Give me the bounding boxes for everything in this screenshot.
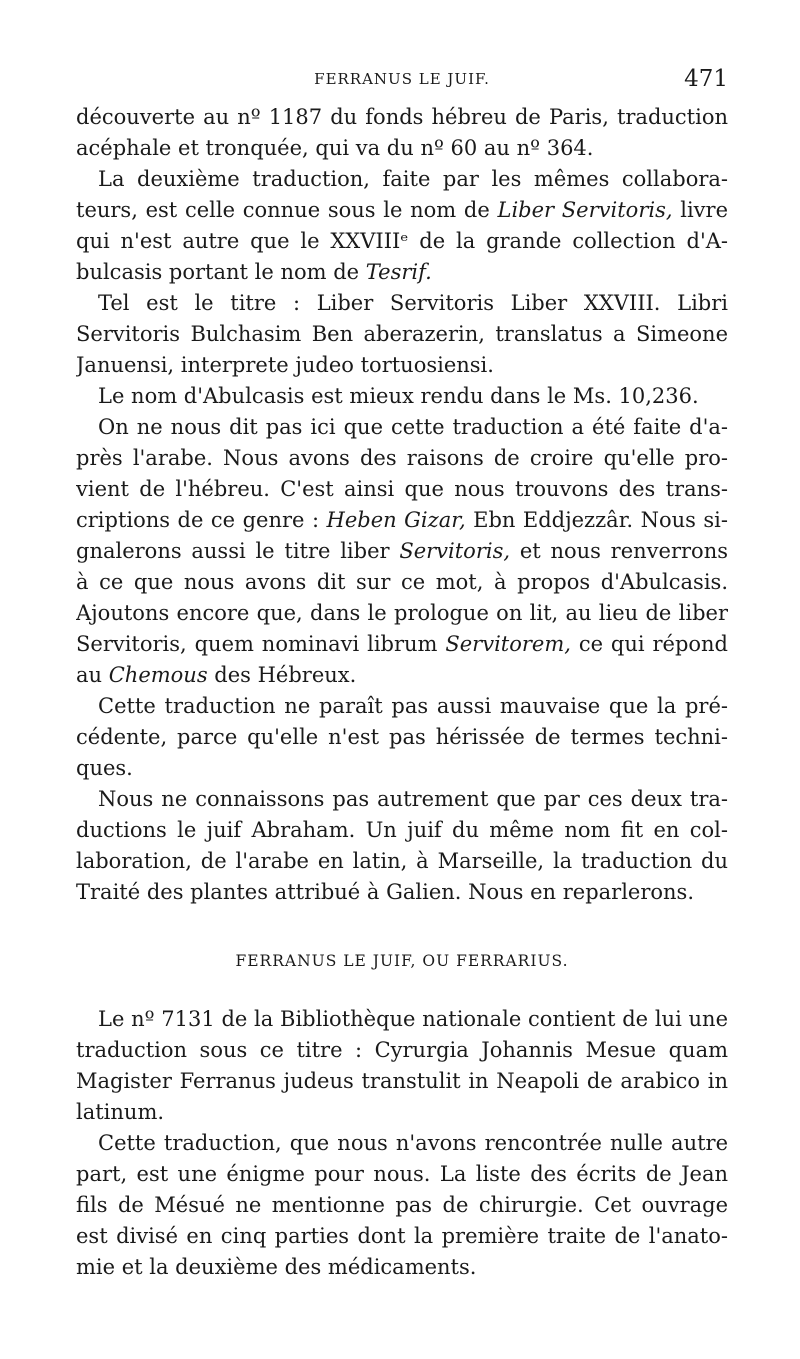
italic-title: Liber Servitoris, [497, 198, 673, 222]
text-line: ductions le juif Abraham. Un juif du même nom fit en col- [76, 818, 728, 842]
text-line: Januensi, interprete judeo tortuosiensi. [76, 353, 494, 377]
italic-title: Servitorem, [445, 632, 571, 656]
text-line: ques. [76, 756, 133, 780]
text-line: Nous ne connaissons pas autrement que par ces deux tra- [98, 787, 728, 811]
text-line: Servitoris Bulchasim Ben aberazerin, translatus a Simeone [76, 322, 728, 346]
text-run: et nous renverrons [510, 539, 728, 563]
text-run: des Hébreux. [207, 663, 357, 687]
text-line: est divisé en cinq parties dont la première traite de l'anato- [76, 1224, 728, 1248]
section-heading: FERRANUS LE JUIF, OU FERRARIUS. [235, 952, 569, 970]
text-line: latinum. [76, 1100, 165, 1124]
text-run: teurs, est celle connue sous le nom de [76, 198, 498, 222]
text-line: mie et la deuxième des médicaments. [76, 1255, 477, 1279]
text-line: traduction sous ce titre : Cyrurgia Johannis Mesue quam [76, 1038, 728, 1062]
text-line: près l'arabe. Nous avons des raisons de croire qu'elle pro- [76, 446, 728, 470]
text-line: On ne nous dit pas ici que cette traduction a été faite d'a- [98, 415, 728, 439]
text-run: gnalerons aussi le titre liber [76, 539, 400, 563]
page-number: 471 [684, 66, 728, 92]
body-text [76, 102, 728, 1283]
text-line [76, 660, 728, 691]
italic-title: Tesrif. [365, 260, 432, 284]
text-run: au [76, 663, 109, 687]
text-line: Le nº 7131 de la Bibliothèque nationale contient de lui une [98, 1007, 728, 1031]
text-line: vient de l'hébreu. C'est ainsi que nous trouvons des trans- [76, 477, 728, 501]
text-line: Cette traduction, que nous n'avons rencontrée nulle autre [98, 1131, 728, 1155]
text-line: cédente, parce qu'elle n'est pas hérissée de termes techni- [76, 725, 728, 749]
text-line [76, 536, 728, 567]
text-line: acéphale et tronquée, qui va du nº 60 au nº 364. [76, 136, 594, 160]
text-line [76, 195, 728, 226]
italic-title: Servitoris, [399, 539, 511, 563]
text-line: La deuxième traduction, faite par les mêmes collabora- [98, 167, 728, 191]
page-header [76, 66, 728, 96]
text-run: Servitoris, quem nominavi librum [76, 632, 446, 656]
text-line: découverte au nº 1187 du fonds hébreu de Paris, traduction [76, 105, 728, 129]
text-run: criptions de ce genre : [76, 508, 327, 532]
text-run: livre [672, 198, 728, 222]
text-run: bulcasis portant le nom de [76, 260, 366, 284]
text-line: fils de Mésué ne mentionne pas de chirurgie. Cet ouvrage [76, 1193, 728, 1217]
text-line [76, 257, 728, 288]
text-line: Ajoutons encore que, dans le prologue on lit, au lieu de liber [76, 601, 728, 625]
text-line: à ce que nous avons dit sur ce mot, à propos d'Abulcasis. [76, 570, 728, 594]
text-line [76, 505, 728, 536]
italic-title: Chemous [108, 663, 208, 687]
text-run: ce qui répond [570, 632, 728, 656]
text-line: laboration, de l'arabe en latin, à Marseille, la traduction du [76, 849, 728, 873]
running-title: FERRANUS LE JUIF. [314, 70, 490, 88]
text-line: qui n'est autre que le XXVIIIᵉ de la grande collection d'A- [76, 229, 728, 253]
text-line: part, est une énigme pour nous. La liste des écrits de Jean [76, 1162, 728, 1186]
text-line: Magister Ferranus judeus transtulit in Neapoli de arabico in [76, 1069, 728, 1093]
text-line: Traité des plantes attribué à Galien. Nous en reparlerons. [76, 880, 695, 904]
text-line: Le nom d'Abulcasis est mieux rendu dans le Ms. 10,236. [98, 384, 699, 408]
text-line: Tel est le titre : Liber Servitoris Liber XXVIII. Libri [98, 291, 728, 315]
italic-title: Heben Gizar, [326, 508, 466, 532]
text-run: Ebn Eddjezzâr. Nous si- [465, 508, 728, 532]
text-line [76, 629, 728, 660]
text-line: Cette traduction ne paraît pas aussi mauvaise que la pré- [98, 694, 728, 718]
